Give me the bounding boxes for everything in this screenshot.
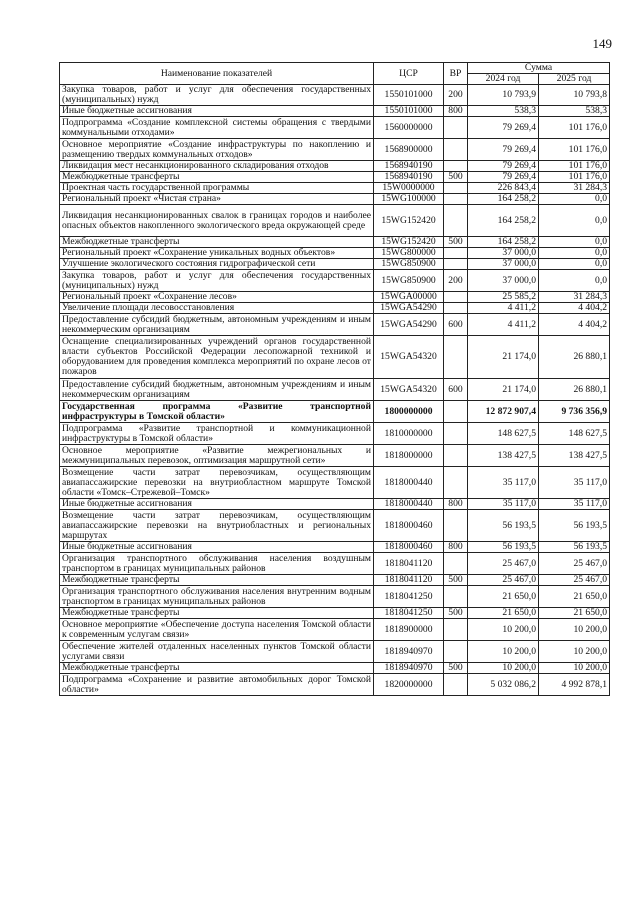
row-csr: 15WG850900 [374,270,444,292]
row-vr: 800 [444,499,468,510]
row-name: Оснащение специализированных учреждений органов государственной власти субъектов Российской Федерации лесопожарной техникой и оборудованием для проведения комплекса мероприятий по охране лесов от пожаров [60,336,374,379]
table-row [60,423,610,445]
row-vr [444,139,468,161]
row-sum-2025: 138 427,5 [539,445,610,467]
row-vr [444,183,468,194]
row-csr: 15W0000000 [374,183,444,194]
row-csr: 15WGA54320 [374,379,444,401]
table-row [60,161,610,172]
row-sum-2024: 79 269,4 [468,172,539,183]
row-csr: 15WG152420 [374,237,444,248]
row-sum-2024: 25 467,0 [468,553,539,575]
row-sum-2025: 101 176,0 [539,161,610,172]
row-sum-2024: 37 000,0 [468,259,539,270]
table-row [60,586,610,608]
row-csr: 15WGA54290 [374,314,444,336]
row-sum-2024: 164 258,2 [468,194,539,205]
row-sum-2024: 35 117,0 [468,467,539,499]
row-sum-2025: 31 284,3 [539,183,610,194]
row-vr: 500 [444,237,468,248]
row-name: Проектная часть государственной программы [60,183,374,194]
table-row [60,467,610,499]
row-vr: 500 [444,663,468,674]
row-name: Ликвидация несанкционированных свалок в границах городов и наиболее опасных объектов накопленного экологического вреда окружающей среде [60,205,374,237]
row-sum-2025: 0,0 [539,259,610,270]
row-vr [444,336,468,379]
row-name: Основное мероприятие «Развитие межрегиональных и межмуниципальных перевозок, оптимизация маршрутной сети» [60,445,374,467]
table-row [60,619,610,641]
row-sum-2024: 12 872 907,4 [468,401,539,423]
row-name: Организация транспортного обслуживания населения воздушным транспортом в границах муниципальных районов [60,553,374,575]
row-name: Региональный проект «Чистая страна» [60,194,374,205]
row-name: Улучшение экологического состояния гидрографической сети [60,259,374,270]
row-sum-2025: 101 176,0 [539,117,610,139]
row-vr [444,303,468,314]
table-header [60,63,610,85]
row-name: Межбюджетные трансферты [60,237,374,248]
row-vr [444,248,468,259]
row-name: Подпрограмма «Развитие транспортной и коммуникационной инфраструктуры в Томской области» [60,423,374,445]
row-sum-2025: 0,0 [539,248,610,259]
row-name: Межбюджетные трансферты [60,608,374,619]
row-name: Закупка товаров, работ и услуг для обеспечения государственных (муниципальных) нужд [60,85,374,106]
table-row [60,237,610,248]
table-row [60,248,610,259]
row-sum-2024: 79 269,4 [468,117,539,139]
row-sum-2024: 164 258,2 [468,237,539,248]
row-name: Возмещение части затрат перевозчикам, осуществляющим авиапассажирские перевозки на внутриобластном маршруте Томской области «Томск–Стрежевой–Томск» [60,467,374,499]
table-row [60,106,610,117]
header-sum: Сумма [468,63,610,74]
table-row [60,379,610,401]
row-vr [444,619,468,641]
row-sum-2025: 56 193,5 [539,510,610,542]
row-vr [444,292,468,303]
row-name: Государственная программа «Развитие транспортной инфраструктуры в Томской области» [60,401,374,423]
row-sum-2025: 10 200,0 [539,663,610,674]
row-vr [444,510,468,542]
row-sum-2025: 4 404,2 [539,314,610,336]
row-sum-2025: 4 992 878,1 [539,674,610,696]
row-csr: 1818041120 [374,553,444,575]
row-name: Межбюджетные трансферты [60,172,374,183]
row-vr [444,467,468,499]
row-sum-2025: 56 193,5 [539,542,610,553]
row-sum-2025: 9 736 356,9 [539,401,610,423]
row-csr: 1818940970 [374,641,444,663]
row-sum-2024: 21 174,0 [468,336,539,379]
row-sum-2024: 37 000,0 [468,248,539,259]
row-vr: 800 [444,106,468,117]
row-sum-2025: 148 627,5 [539,423,610,445]
row-sum-2024: 37 000,0 [468,270,539,292]
row-sum-2025: 101 176,0 [539,139,610,161]
row-sum-2025: 26 880,1 [539,336,610,379]
table-row [60,575,610,586]
table-row [60,259,610,270]
row-vr [444,205,468,237]
row-vr: 200 [444,270,468,292]
row-sum-2025: 21 650,0 [539,608,610,619]
row-csr: 1818000440 [374,467,444,499]
table-row [60,303,610,314]
row-name: Ликвидация мест несанкционированного складирования отходов [60,161,374,172]
row-vr: 500 [444,575,468,586]
row-vr [444,259,468,270]
row-vr: 600 [444,379,468,401]
row-sum-2024: 4 411,2 [468,303,539,314]
row-csr: 15WG800000 [374,248,444,259]
row-csr: 1550101000 [374,106,444,117]
row-csr: 1818041250 [374,608,444,619]
row-sum-2025: 0,0 [539,270,610,292]
row-csr: 1568940190 [374,161,444,172]
row-csr: 1810000000 [374,423,444,445]
row-sum-2025: 538,3 [539,106,610,117]
row-sum-2025: 10 200,0 [539,619,610,641]
row-csr: 1818000460 [374,510,444,542]
row-csr: 15WG850900 [374,259,444,270]
page-number: 149 [592,36,612,51]
row-sum-2025: 31 284,3 [539,292,610,303]
row-sum-2024: 226 843,4 [468,183,539,194]
row-name: Основное мероприятие «Создание инфраструктуры по накоплению и размещению твердых коммунальных отходов» [60,139,374,161]
budget-table [59,62,610,696]
table-row [60,139,610,161]
row-sum-2024: 538,3 [468,106,539,117]
row-csr: 1800000000 [374,401,444,423]
row-name: Основное мероприятие «Обеспечение доступа населения Томской области к современным услугам связи» [60,619,374,641]
row-vr [444,641,468,663]
row-csr: 1818900000 [374,619,444,641]
table-row [60,336,610,379]
table-row [60,183,610,194]
row-name: Предоставление субсидий бюджетным, автономным учреждениям и иным некоммерческим организациям [60,314,374,336]
row-sum-2025: 35 117,0 [539,467,610,499]
table-row [60,499,610,510]
row-vr [444,423,468,445]
row-csr: 1818940970 [374,663,444,674]
row-vr: 600 [444,314,468,336]
table-body [60,85,610,696]
row-vr [444,194,468,205]
row-vr: 500 [444,608,468,619]
row-sum-2025: 0,0 [539,194,610,205]
row-csr: 15WGA00000 [374,292,444,303]
table-row [60,641,610,663]
row-csr: 15WGA54320 [374,336,444,379]
table-row [60,314,610,336]
row-sum-2024: 4 411,2 [468,314,539,336]
row-sum-2025: 25 467,0 [539,575,610,586]
row-sum-2024: 25 585,2 [468,292,539,303]
row-vr: 500 [444,172,468,183]
row-sum-2025: 25 467,0 [539,553,610,575]
row-name: Закупка товаров, работ и услуг для обеспечения государственных (муниципальных) нужд [60,270,374,292]
row-vr [444,553,468,575]
row-sum-2024: 21 650,0 [468,608,539,619]
row-name: Межбюджетные трансферты [60,663,374,674]
row-sum-2024: 10 200,0 [468,641,539,663]
row-csr: 1818000000 [374,445,444,467]
header-csr: ЦСР [374,63,444,85]
row-vr [444,586,468,608]
table-row [60,172,610,183]
row-sum-2024: 35 117,0 [468,499,539,510]
row-name: Подпрограмма «Создание комплексной системы обращения с твердыми коммунальными отходами» [60,117,374,139]
row-vr [444,674,468,696]
row-csr: 1818000440 [374,499,444,510]
table-row [60,663,610,674]
row-csr: 1550101000 [374,85,444,106]
header-vr: ВР [444,63,468,85]
table-row [60,608,610,619]
header-year-2025: 2025 год [539,74,610,85]
row-csr: 1818000460 [374,542,444,553]
row-vr: 200 [444,85,468,106]
row-sum-2024: 10 200,0 [468,619,539,641]
table-row [60,542,610,553]
row-sum-2025: 0,0 [539,205,610,237]
row-csr: 1568900000 [374,139,444,161]
row-name: Увеличение площади лесовосстановления [60,303,374,314]
row-name: Региональный проект «Сохранение лесов» [60,292,374,303]
table-row [60,205,610,237]
row-sum-2024: 21 650,0 [468,586,539,608]
row-name: Возмещение части затрат перевозчикам, осуществляющим авиапассажирские перевозки на внутриобластных и региональных маршрутах [60,510,374,542]
row-sum-2025: 10 200,0 [539,641,610,663]
row-vr [444,117,468,139]
row-vr: 800 [444,542,468,553]
row-name: Организация транспортного обслуживания населения внутренним водным транспортом в границах муниципальных районов [60,586,374,608]
row-sum-2025: 35 117,0 [539,499,610,510]
row-vr [444,401,468,423]
row-name: Подпрограмма «Сохранение и развитие автомобильных дорог Томской области» [60,674,374,696]
row-sum-2024: 56 193,5 [468,510,539,542]
row-name: Предоставление субсидий бюджетным, автономным учреждениям и иным некоммерческим организациям [60,379,374,401]
row-sum-2025: 101 176,0 [539,172,610,183]
table-row [60,674,610,696]
row-name: Региональный проект «Сохранение уникальных водных объектов» [60,248,374,259]
row-sum-2025: 26 880,1 [539,379,610,401]
row-sum-2024: 148 627,5 [468,423,539,445]
row-sum-2024: 5 032 086,2 [468,674,539,696]
row-sum-2025: 4 404,2 [539,303,610,314]
row-csr: 1818041250 [374,586,444,608]
row-csr: 15WG100000 [374,194,444,205]
table-row [60,401,610,423]
header-year-2024: 2024 год [468,74,539,85]
row-vr [444,445,468,467]
row-csr: 1568940190 [374,172,444,183]
row-name: Иные бюджетные ассигнования [60,106,374,117]
row-sum-2025: 10 793,8 [539,85,610,106]
row-sum-2025: 0,0 [539,237,610,248]
row-sum-2024: 25 467,0 [468,575,539,586]
row-csr: 1820000000 [374,674,444,696]
row-sum-2024: 138 427,5 [468,445,539,467]
table-row [60,510,610,542]
row-sum-2024: 164 258,2 [468,205,539,237]
table-row [60,445,610,467]
row-csr: 15WGA54290 [374,303,444,314]
row-sum-2024: 10 793,9 [468,85,539,106]
row-csr: 1560000000 [374,117,444,139]
table-row [60,553,610,575]
table-row [60,194,610,205]
table-row [60,270,610,292]
table-row [60,117,610,139]
row-sum-2024: 21 174,0 [468,379,539,401]
table-row [60,85,610,106]
row-name: Иные бюджетные ассигнования [60,499,374,510]
row-sum-2024: 56 193,5 [468,542,539,553]
header-name: Наименование показателей [60,63,374,85]
row-sum-2024: 10 200,0 [468,663,539,674]
row-name: Обеспечение жителей отдаленных населенных пунктов Томской области услугами связи [60,641,374,663]
row-vr [444,161,468,172]
row-name: Межбюджетные трансферты [60,575,374,586]
row-sum-2024: 79 269,4 [468,161,539,172]
row-csr: 1818041120 [374,575,444,586]
table-row [60,292,610,303]
row-csr: 15WG152420 [374,205,444,237]
row-sum-2025: 21 650,0 [539,586,610,608]
row-sum-2024: 79 269,4 [468,139,539,161]
row-name: Иные бюджетные ассигнования [60,542,374,553]
